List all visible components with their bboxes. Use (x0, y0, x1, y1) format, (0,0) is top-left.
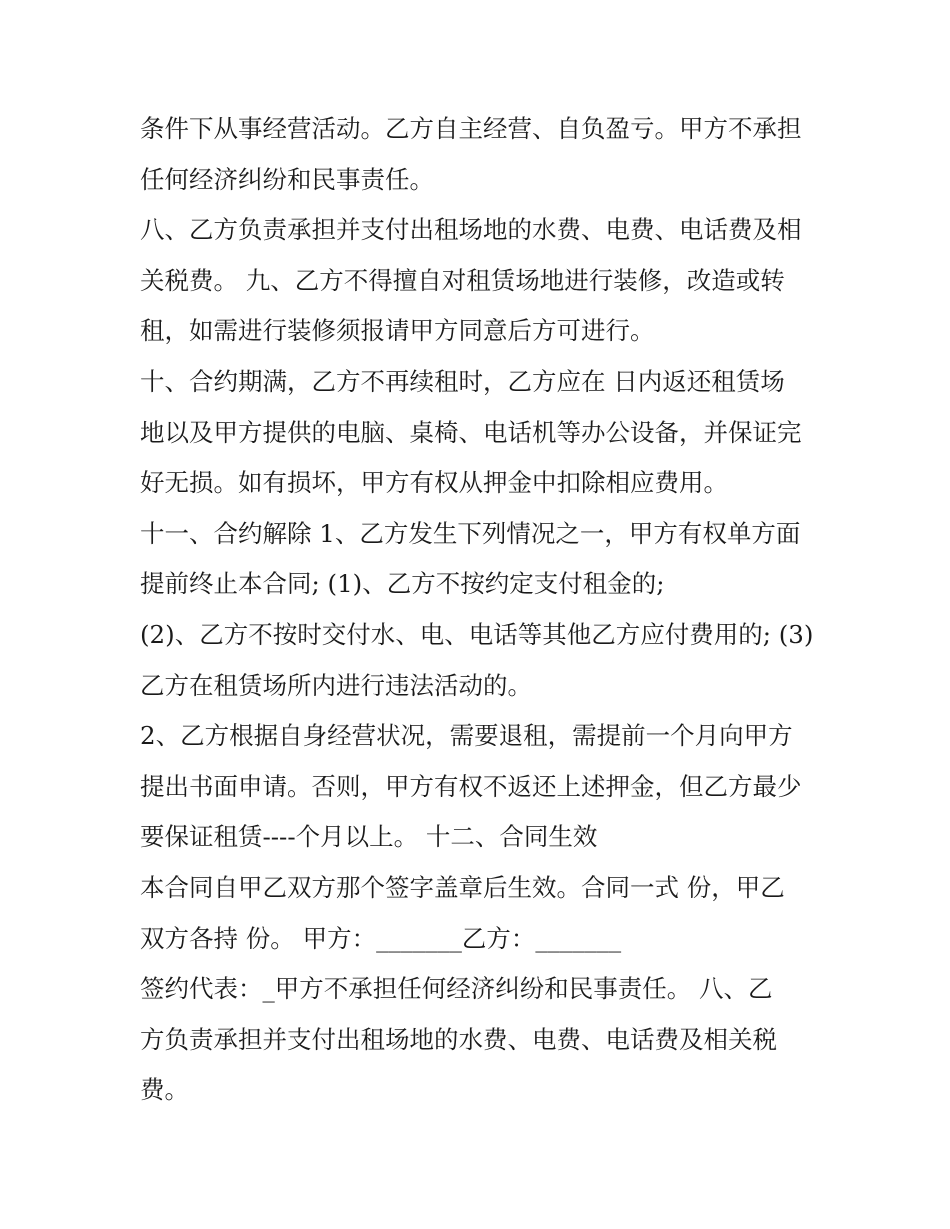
text-line: 地以及甲方提供的电脑、桌椅、电话机等办公设备，并保证完 (140, 417, 802, 447)
text-line: (2)、乙方不按时交付水、电、电话等其他乙方应付费用的; (3) (140, 619, 814, 649)
text-line: 任何经济纠纷和民事责任。 (140, 164, 434, 194)
text-line: 签约代表：_甲方不承担任何经济纠纷和民事责任。 八、乙 (140, 974, 773, 1004)
text-line: 租，如需进行装修须报请甲方同意后方可进行。 (140, 316, 655, 346)
text-line: 要保证租赁----个月以上。 十二、合同生效 (140, 822, 598, 852)
text-line: 提出书面申请。否则，甲方有权不返还上述押金，但乙方最少 (140, 771, 802, 801)
contract-body-text (140, 104, 820, 1116)
text-line: 八、乙方负责承担并支付出租场地的水费、电费、电话费及相 (140, 215, 802, 245)
text-line: 乙方在租赁场所内进行违法活动的。 (140, 670, 532, 700)
text-line: 方负责承担并支付出租场地的水费、电费、电话费及相关税 (140, 1024, 777, 1054)
text-line: 十、合约期满，乙方不再续租时，乙方应在 日内返还租赁场 (140, 366, 785, 396)
text-line: 关税费。 九、乙方不得擅自对租赁场地进行装修，改造或转 (140, 265, 785, 295)
text-line: 提前终止本合同; (1)、乙方不按约定支付租金的; (140, 569, 665, 599)
text-line: 费。 (140, 1075, 189, 1105)
text-line: 本合同自甲乙双方那个签字盖章后生效。合同一式 份，甲乙 (140, 872, 785, 902)
text-line: 双方各持 份。 甲方：_______乙方：_______ (140, 923, 622, 953)
text-line: 条件下从事经营活动。乙方自主经营、自负盈亏。甲方不承担 (140, 114, 802, 143)
text-line: 十一、合约解除 1、乙方发生下列情况之一，甲方有权单方面 (140, 518, 801, 548)
text-line: 好无损。如有损坏，甲方有权从押金中扣除相应费用。 (140, 468, 728, 498)
text-line: 2、乙方根据自身经营状况，需要退租，需提前一个月向甲方 (140, 721, 793, 751)
